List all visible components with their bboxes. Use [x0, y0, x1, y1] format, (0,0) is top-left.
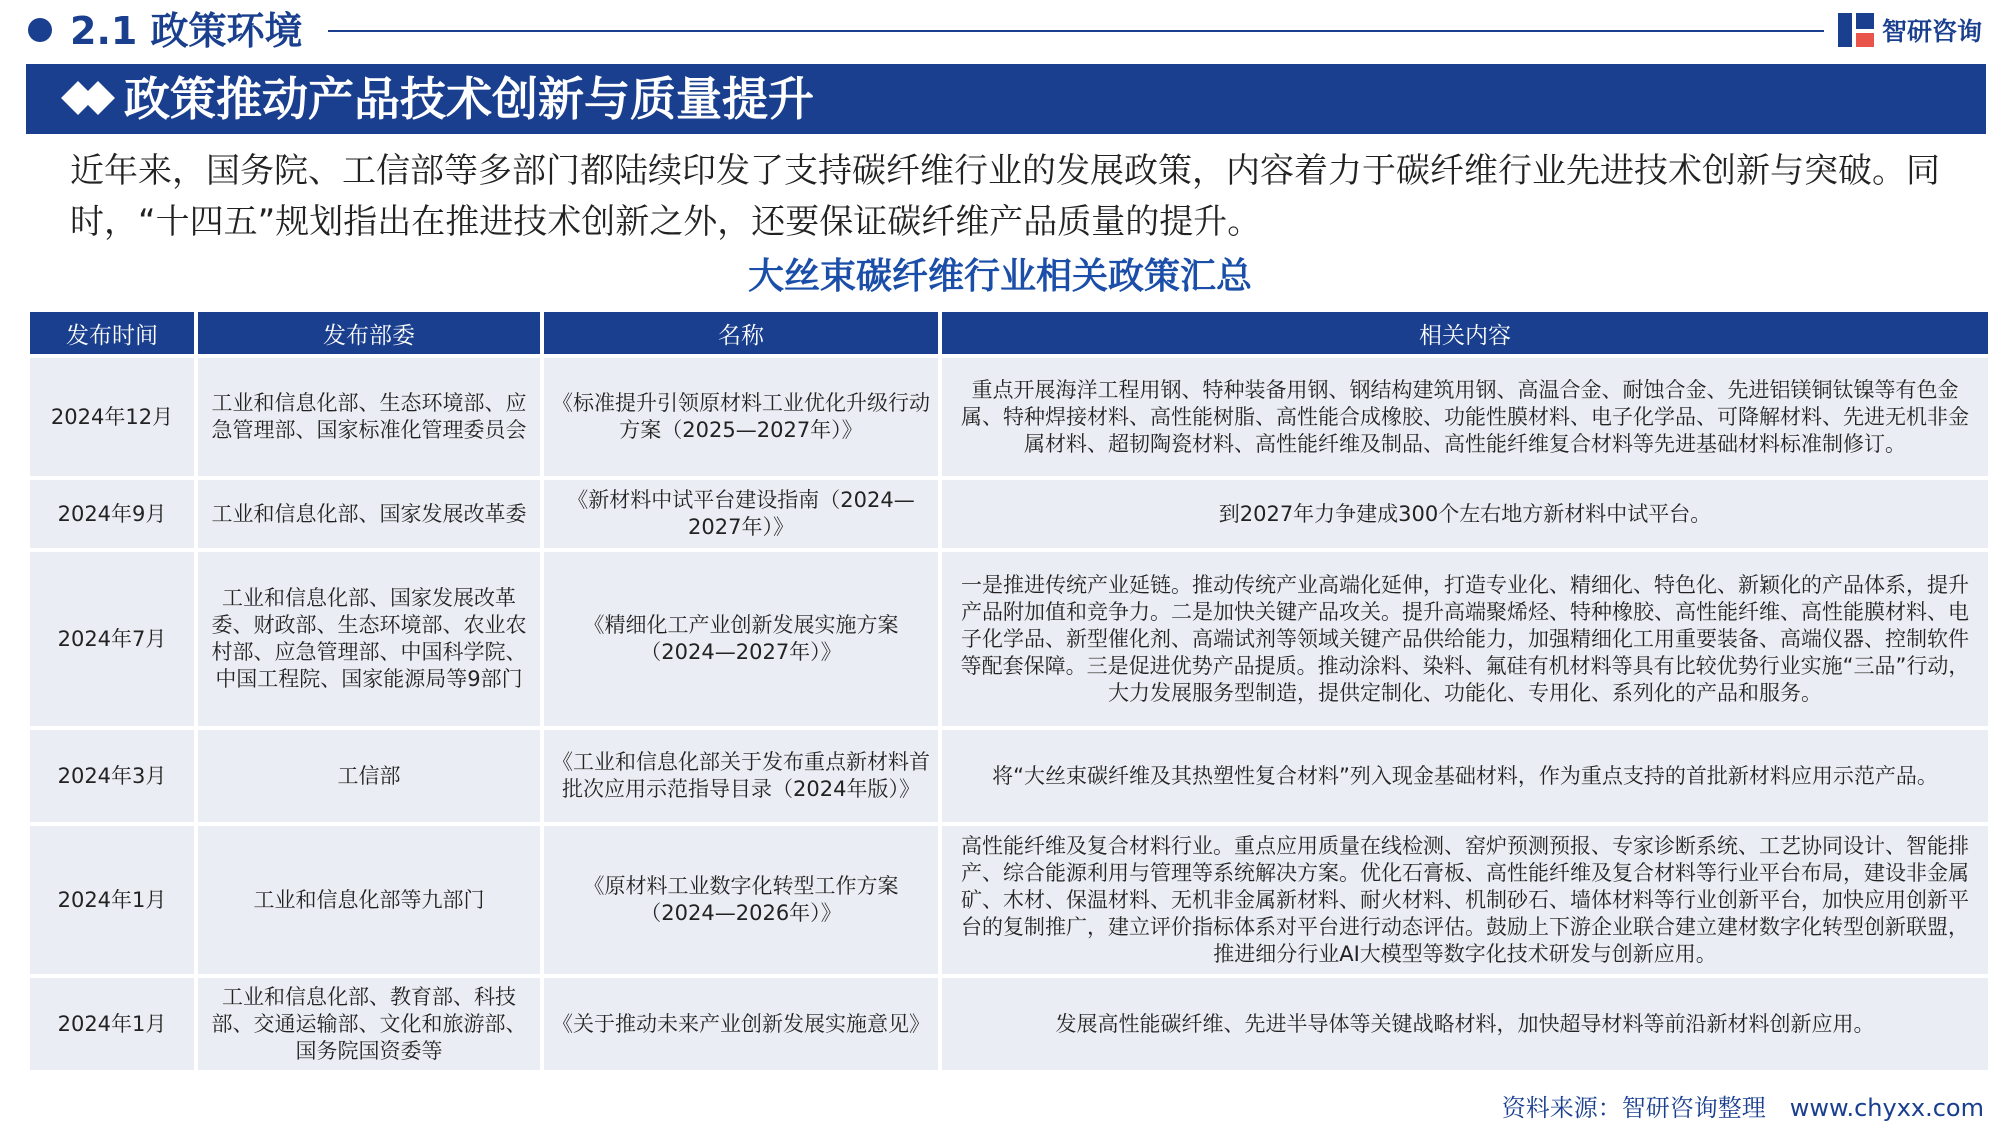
section-title: 2.1 政策环境 — [70, 9, 303, 53]
table-row — [30, 826, 1988, 974]
cell-name: 《标准提升引领原材料工业优化升级行动方案（2025—2027年）》 — [544, 358, 938, 476]
brand-name: 智研咨询 — [1882, 17, 1983, 46]
page-title: 政策推动产品技术创新与质量提升 — [124, 72, 814, 126]
cell-name: 《精细化工产业创新发展实施方案（2024—2027年）》 — [544, 552, 938, 726]
cell-date: 2024年7月 — [30, 552, 194, 726]
cell-content: 将“大丝束碳纤维及其热塑性复合材料”列入现金基础材料，作为重点支持的首批新材料应用示范产品。 — [942, 730, 1988, 822]
top-bar — [0, 0, 2000, 62]
brand-logo — [1838, 10, 1982, 50]
cell-date: 2024年1月 — [30, 978, 194, 1070]
cell-date: 2024年1月 — [30, 826, 194, 974]
table-row — [30, 552, 1988, 726]
cell-date: 2024年3月 — [30, 730, 194, 822]
cell-dept: 工信部 — [198, 730, 540, 822]
brand-logo-icon — [1838, 13, 1874, 47]
cell-content: 高性能纤维及复合材料行业。重点应用质量在线检测、窑炉预测预报、专家诊断系统、工艺协同设计、智能排产、综合能源利用与管理等系统解决方案。优化石膏板、高性能纤维及复合材料等行业平台布局，建设非金属矿、木材、保温材料、无机非金属新材料、耐火材料、机制砂石、墙体材料等行业创新平台，加快应用创新平台的复制推广，建立评价指标体系对平台进行动态评估。鼓励上下游企业联合建立建材数字化转型创新联盟，推进细分行业AI大模型等数字化技术研发与创新应用。 — [942, 826, 1988, 974]
cell-date: 2024年9月 — [30, 480, 194, 548]
table-header-row — [30, 312, 1988, 354]
table-title: 大丝束碳纤维行业相关政策汇总 — [747, 256, 1252, 297]
header-content: 相关内容 — [942, 312, 1988, 354]
cell-content: 到2027年力争建成300个左右地方新材料中试平台。 — [942, 480, 1988, 548]
header-dept: 发布部委 — [198, 312, 540, 354]
intro-paragraph: 近年来，国务院、工信部等多部门都陆续印发了支持碳纤维行业的发展政策，内容着力于碳纤维行业先进技术创新与突破。同时，“十四五”规划指出在推进技术创新之外，还要保证碳纤维产品质量的提升。 — [70, 151, 1940, 242]
cell-dept: 工业和信息化部、国家发展改革委 — [198, 480, 540, 548]
table-row — [30, 358, 1988, 476]
table-row — [30, 480, 1988, 548]
policy-table — [26, 308, 1992, 1074]
cell-dept: 工业和信息化部、教育部、科技部、交通运输部、文化和旅游部、国务院国资委等 — [198, 978, 540, 1070]
title-banner — [26, 64, 1986, 134]
cell-dept: 工业和信息化部、国家发展改革委、财政部、生态环境部、农业农村部、应急管理部、中国科学院、中国工程院、国家能源局等9部门 — [198, 552, 540, 726]
cell-name: 《工业和信息化部关于发布重点新材料首批次应用示范指导目录（2024年版）》 — [544, 730, 938, 822]
cell-date: 2024年12月 — [30, 358, 194, 476]
cell-dept: 工业和信息化部、生态环境部、应急管理部、国家标准化管理委员会 — [198, 358, 540, 476]
cell-name: 《关于推动未来产业创新发展实施意见》 — [544, 978, 938, 1070]
cell-content: 发展高性能碳纤维、先进半导体等关键战略材料，加快超导材料等前沿新材料创新应用。 — [942, 978, 1988, 1070]
cell-name: 《原材料工业数字化转型工作方案（2024—2026年）》 — [544, 826, 938, 974]
table-row — [30, 730, 1988, 822]
header-name: 名称 — [544, 312, 938, 354]
section-bullet-icon — [28, 18, 52, 42]
header-date: 发布时间 — [30, 312, 194, 354]
header-divider — [328, 30, 1824, 32]
source-note: 资料来源：智研咨询整理 www.chyxx.com — [1501, 1094, 1984, 1122]
diamond-icon — [81, 81, 115, 115]
cell-content: 一是推进传统产业延链。推动传统产业高端化延伸，打造专业化、精细化、特色化、新颖化的产品体系，提升产品附加值和竞争力。二是加快关键产品攻关。提升高端聚烯烃、特种橡胶、高性能纤维、高性能膜材料、电子化学品、新型催化剂、高端试剂等领域关键产品供给能力，加强精细化工用重要装备、高端仪器、控制软件等配套保障。三是促进优势产品提质。推动涂料、染料、氟硅有机材料等具有比较优势行业实施“三品”行动，大力发展服务型制造，提供定制化、功能化、专用化、系列化的产品和服务。 — [942, 552, 1988, 726]
cell-content: 重点开展海洋工程用钢、特种装备用钢、钢结构建筑用钢、高温合金、耐蚀合金、先进铝镁铜钛镍等有色金属、特种焊接材料、高性能树脂、高性能合成橡胶、功能性膜材料、电子化学品、可降解材料、先进无机非金属材料、超韧陶瓷材料、高性能纤维及制品、高性能纤维复合材料等先进基础材料标准制修订。 — [942, 358, 1988, 476]
table-row — [30, 978, 1988, 1070]
cell-dept: 工业和信息化部等九部门 — [198, 826, 540, 974]
cell-name: 《新材料中试平台建设指南（2024—2027年）》 — [544, 480, 938, 548]
